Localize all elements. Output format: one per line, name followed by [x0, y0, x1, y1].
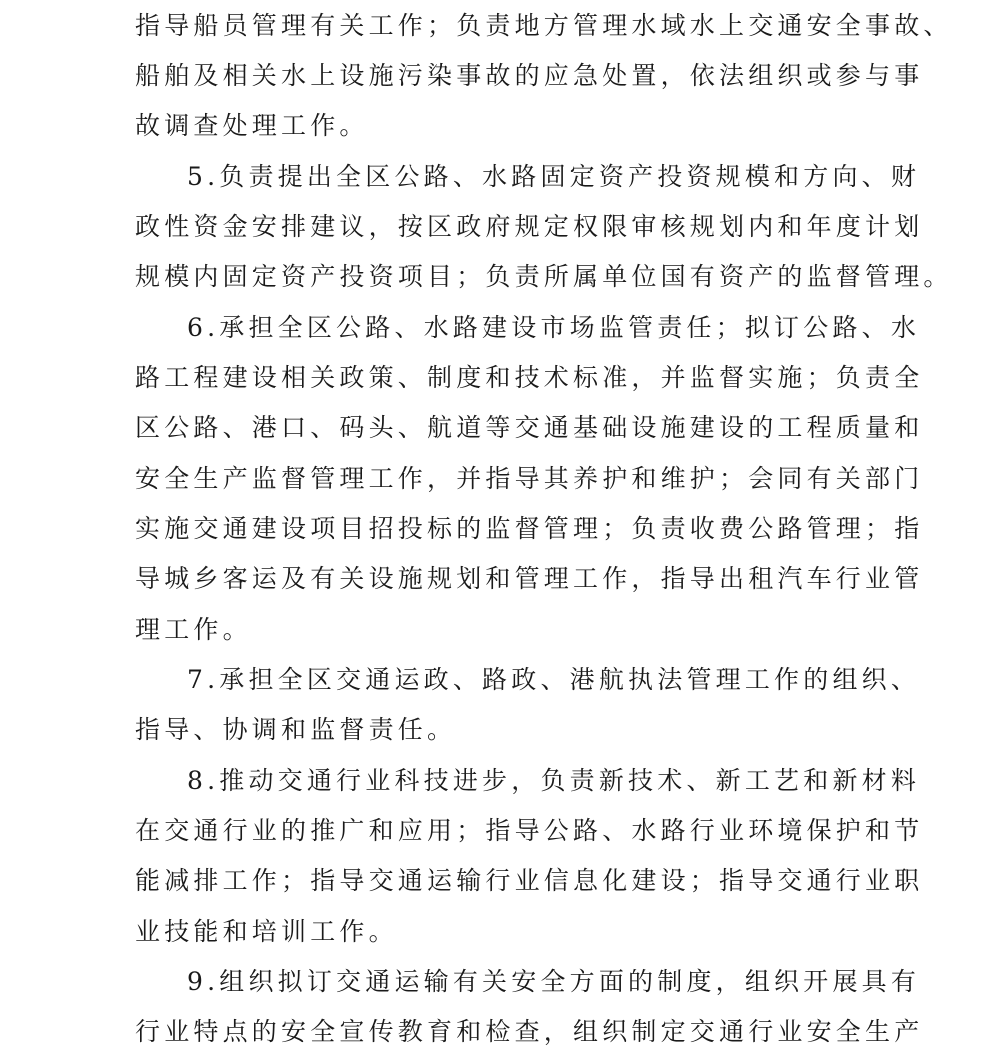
text-line: 安全生产监督管理工作，并指导其养护和维护；会同有关部门 — [135, 464, 924, 493]
paragraph-8-start: 8.推动交通行业科技进步，负责新技术、新工艺和新材料 — [187, 766, 921, 795]
paragraph-9-start: 9.组织拟订交通运输有关安全方面的制度，组织开展具有 — [187, 967, 921, 996]
text-line: 业技能和培训工作。 — [135, 917, 398, 946]
text-line: 指导船员管理有关工作；负责地方管理水域水上交通安全事故、 — [135, 11, 953, 40]
text-line: 在交通行业的推广和应用；指导公路、水路行业环境保护和节 — [135, 816, 924, 845]
paragraph-6-start: 6.承担全区公路、水路建设市场监管责任；拟订公路、水 — [187, 313, 921, 342]
text-line: 导城乡客运及有关设施规划和管理工作，指导出租汽车行业管 — [135, 564, 924, 593]
text-line: 实施交通建设项目招投标的监督管理；负责收费公路管理；指 — [135, 514, 924, 543]
text-line: 指导、协调和监督责任。 — [135, 715, 457, 744]
text-line: 理工作。 — [135, 615, 252, 644]
paragraph-5-start: 5.负责提出全区公路、水路固定资产投资规模和方向、财 — [187, 162, 921, 191]
text-line: 区公路、港口、码头、航道等交通基础设施建设的工程质量和 — [135, 413, 924, 442]
text-line: 能减排工作；指导交通运输行业信息化建设；指导交通行业职 — [135, 866, 924, 895]
text-line: 故调查处理工作。 — [135, 111, 369, 140]
text-line: 船舶及相关水上设施污染事故的应急处置，依法组织或参与事 — [135, 61, 924, 90]
text-line: 规模内固定资产投资项目；负责所属单位国有资产的监督管理。 — [135, 262, 953, 291]
text-line: 政性资金安排建议，按区政府规定权限审核规划内和年度计划 — [135, 212, 924, 241]
text-line: 行业特点的安全宣传教育和检查，组织制定交通行业安全生产 — [135, 1017, 924, 1046]
paragraph-7-start: 7.承担全区交通运政、路政、港航执法管理工作的组织、 — [187, 665, 921, 694]
text-line: 路工程建设相关政策、制度和技术标准，并监督实施；负责全 — [135, 363, 924, 392]
